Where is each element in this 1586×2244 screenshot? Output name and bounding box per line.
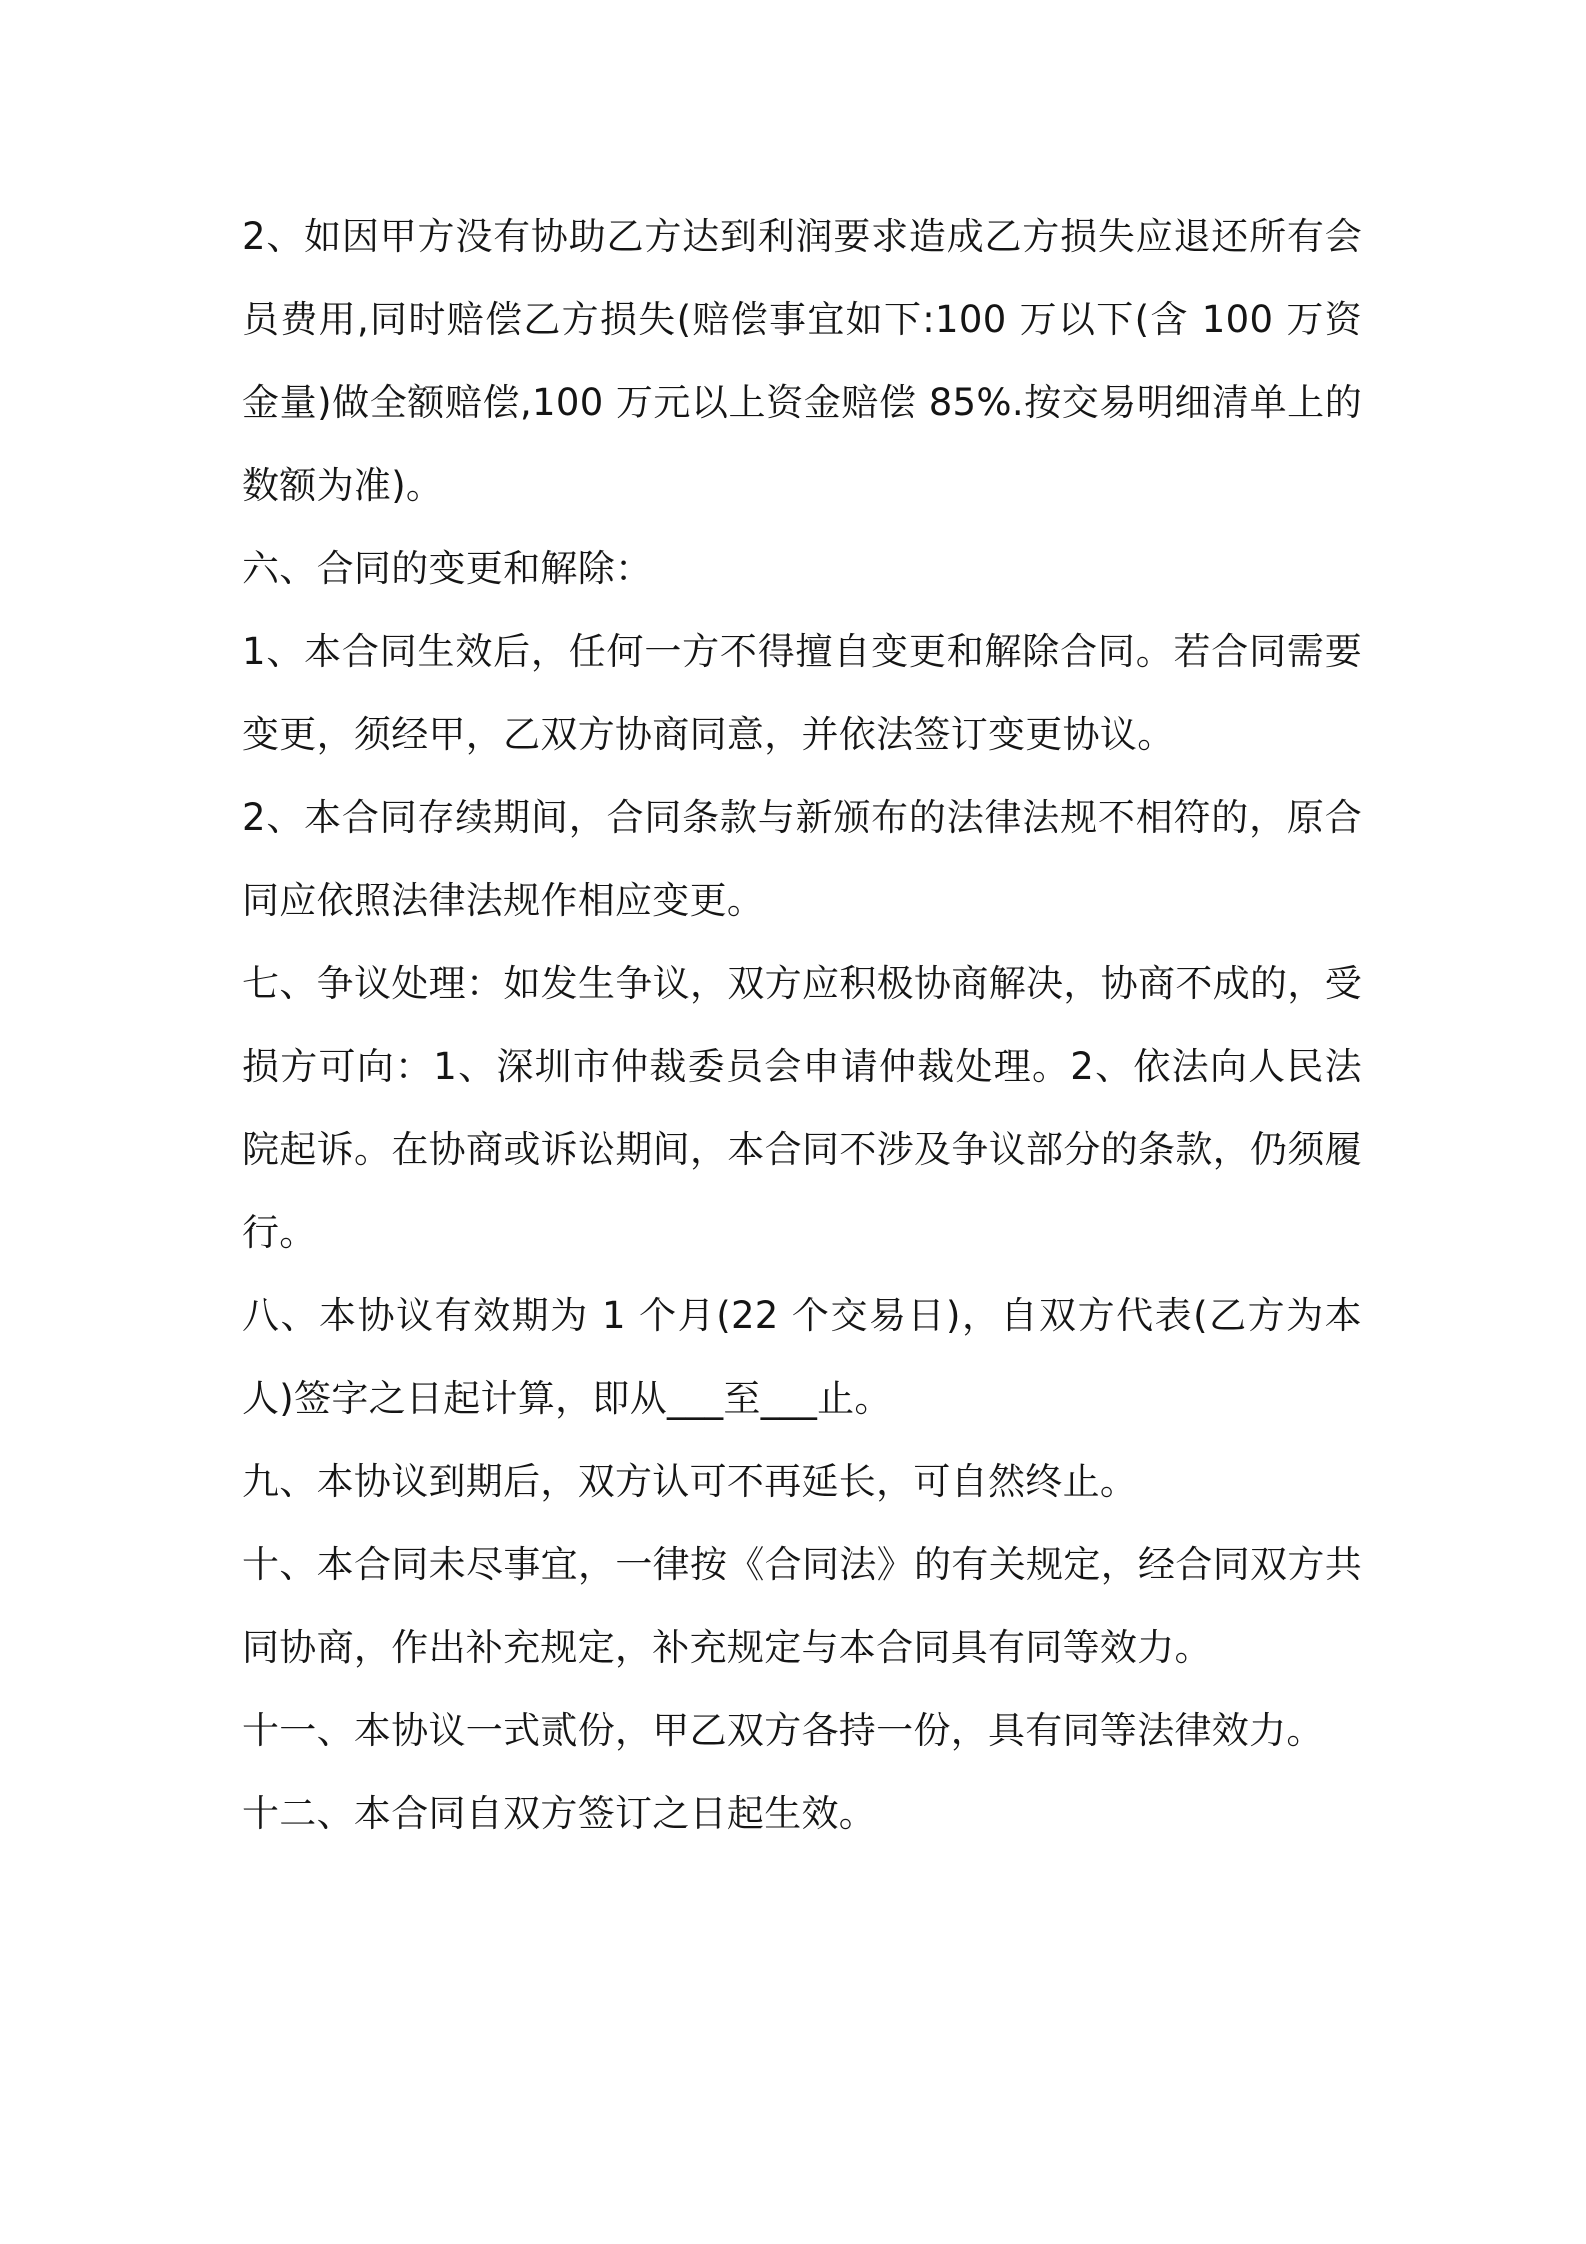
paragraph-validity-period: 八、本协议有效期为 1 个月(22 个交易日)，自双方代表(乙方为本人)签字之日起计算，即从___至___止。 bbox=[242, 1294, 1362, 1420]
paragraph-copies: 十一、本协议一式贰份，甲乙双方各持一份，具有同等法律效力。 bbox=[242, 1709, 1324, 1752]
paragraph-compensation-clause: 2、如因甲方没有协助乙方达到利润要求造成乙方损失应退还所有会员费用,同时赔偿乙方损失(赔偿事宜如下:100 万以下(含 100 万资金量)做全额赔偿,100 万元以上资金赔偿 85%.按交易明细清单上的数额为准)。 bbox=[242, 215, 1362, 507]
heading-contract-change-termination: 六、合同的变更和解除： bbox=[242, 547, 653, 590]
paragraph-expiry: 九、本协议到期后，双方认可不再延长，可自然终止。 bbox=[242, 1460, 1138, 1503]
paragraph-dispute-resolution: 七、争议处理：如发生争议，双方应积极协商解决，协商不成的，受损方可向：1、深圳市仲裁委员会申请仲裁处理。2、依法向人民法院起诉。在协商或诉讼期间，本合同不涉及争议部分的条款，仍须履行。 bbox=[242, 962, 1362, 1254]
paragraph-no-unilateral-change: 1、本合同生效后，任何一方不得擅自变更和解除合同。若合同需要变更，须经甲，乙双方协商同意，并依法签订变更协议。 bbox=[242, 630, 1362, 756]
paragraph-law-change: 2、本合同存续期间，合同条款与新颁布的法律法规不相符的，原合同应依照法律法规作相应变更。 bbox=[242, 796, 1362, 922]
paragraph-supplementary-provisions: 十、本合同未尽事宜，一律按《合同法》的有关规定，经合同双方共同协商，作出补充规定，补充规定与本合同具有同等效力。 bbox=[242, 1543, 1362, 1669]
paragraph-effective-date: 十二、本合同自双方签订之日起生效。 bbox=[242, 1792, 877, 1835]
document-body bbox=[242, 195, 1362, 1855]
